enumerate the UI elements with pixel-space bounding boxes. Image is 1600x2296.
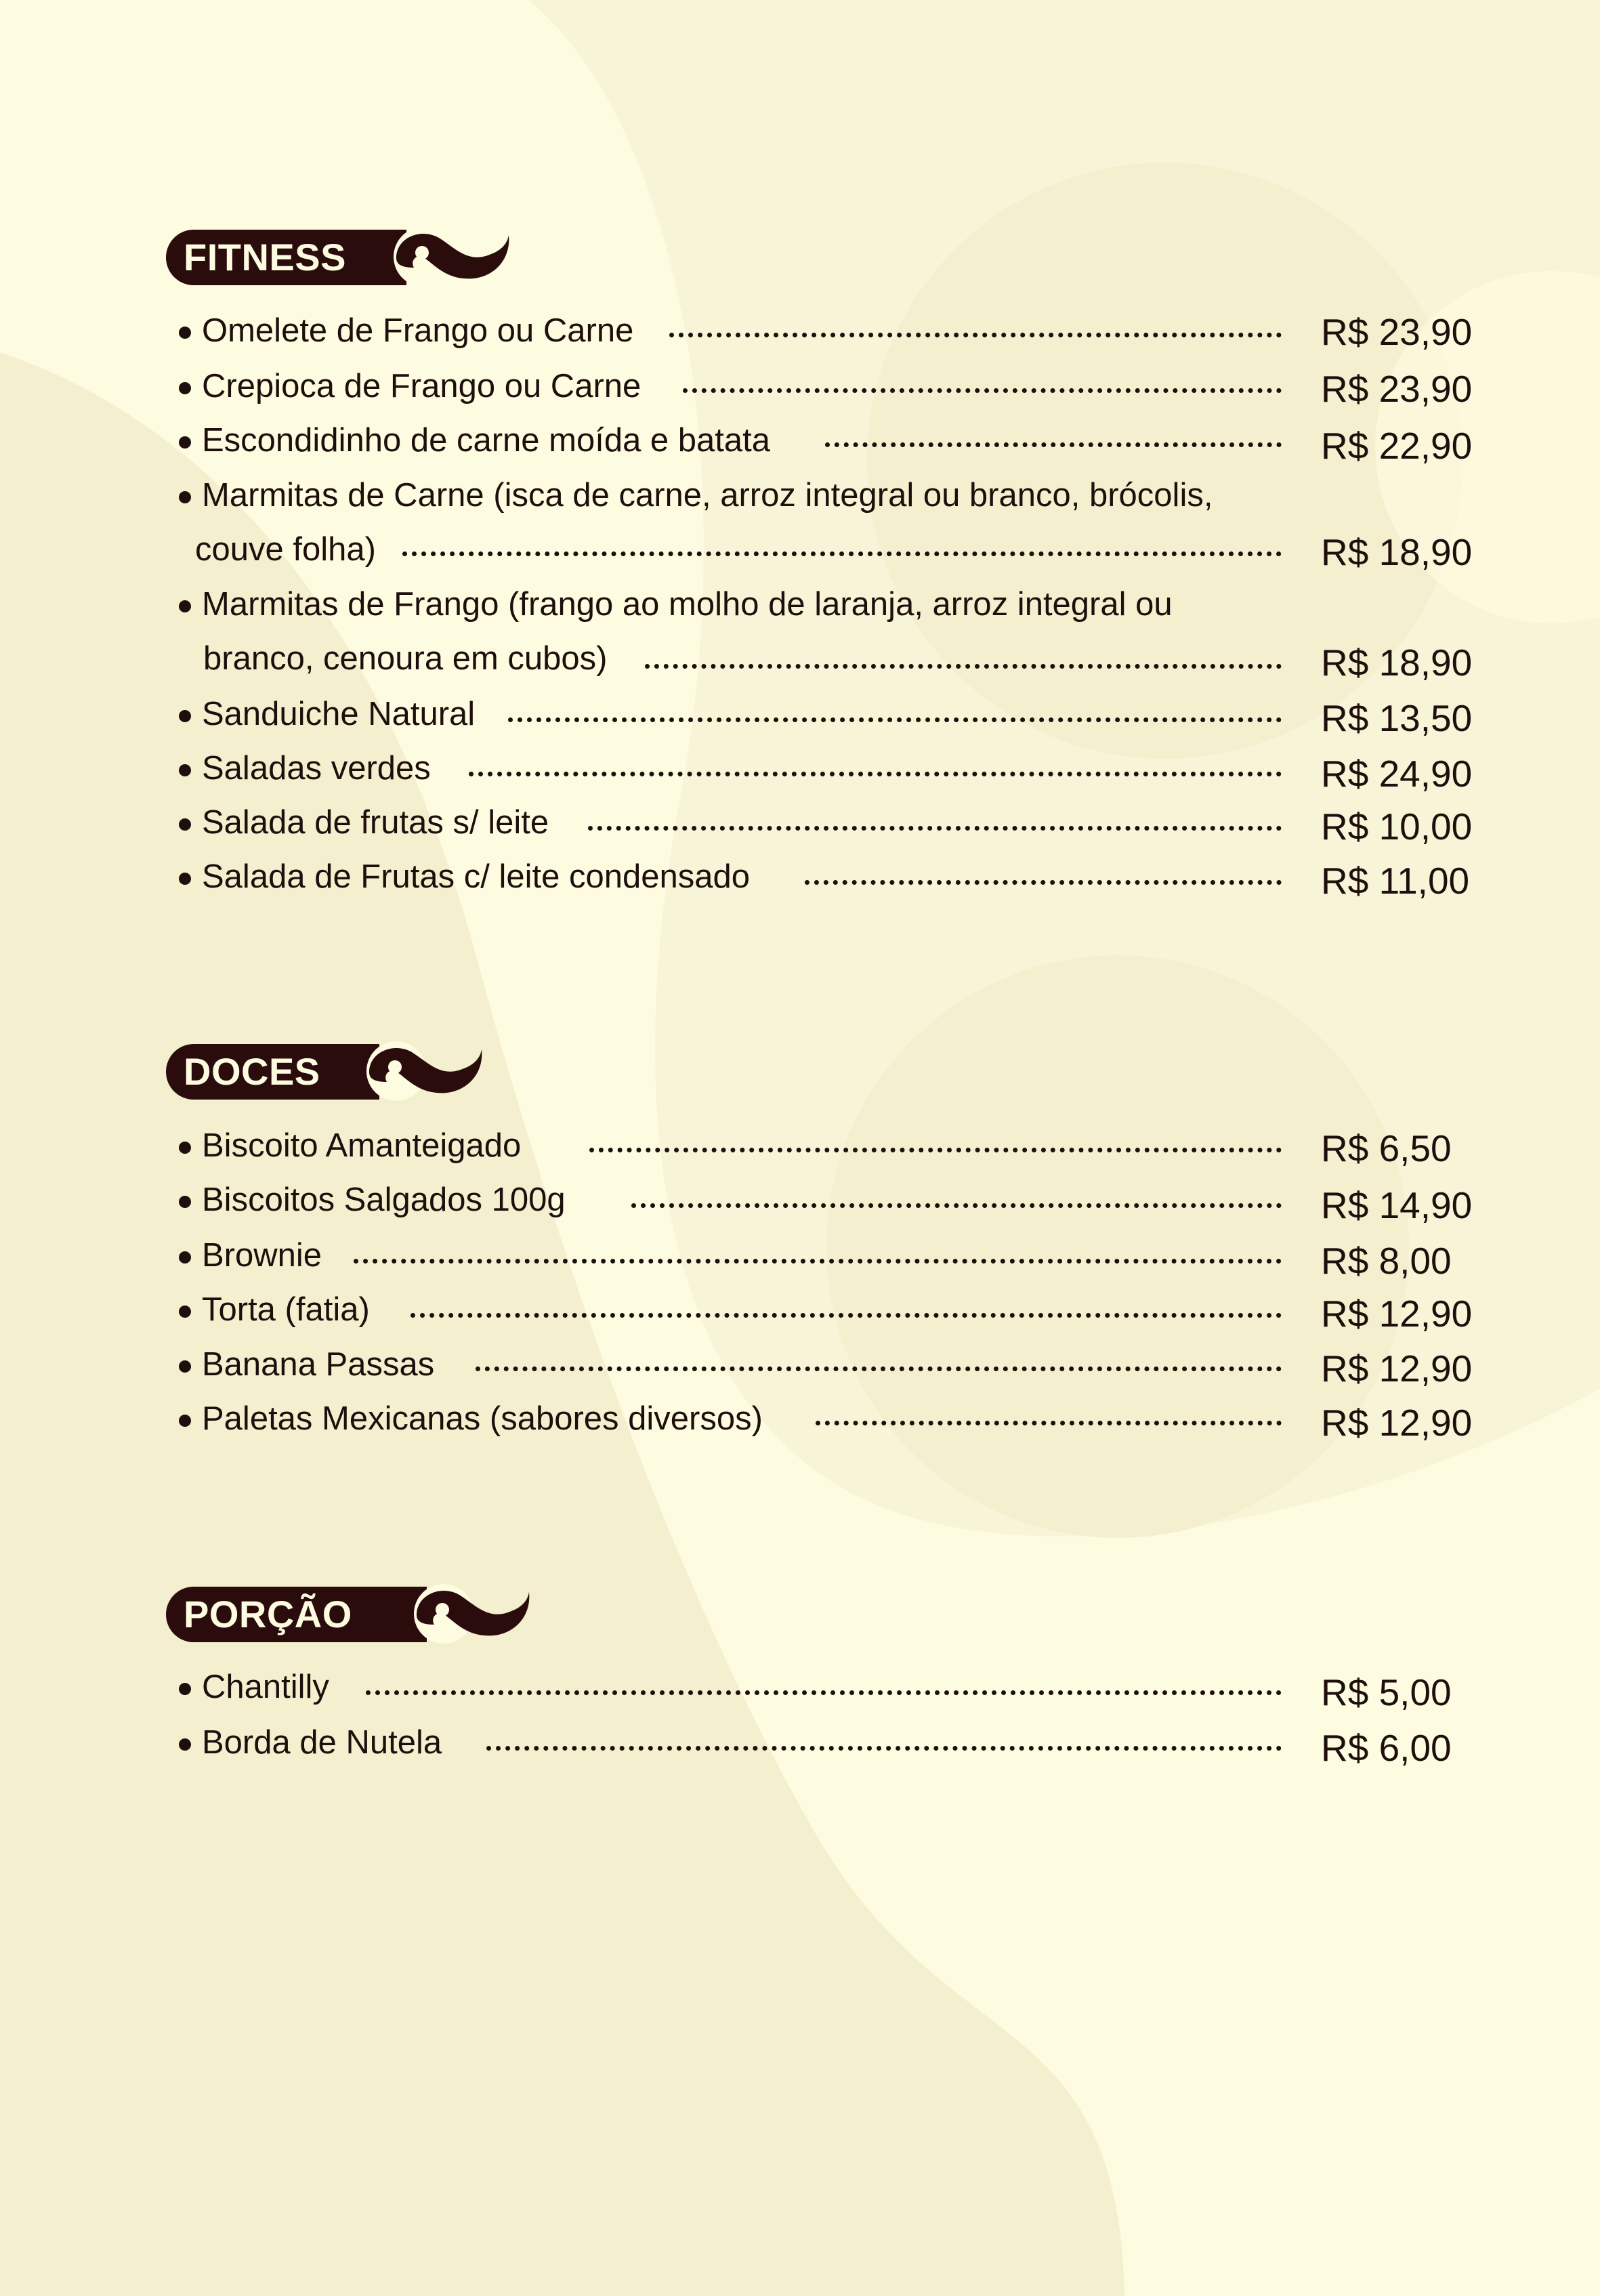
dotted-leader [669,333,1282,337]
section-title-doces: DOCES [166,1044,379,1100]
item-name: Banana Passas [202,1346,435,1383]
item-name: Salada de frutas s/ leite [202,804,549,841]
section-header-doces [166,1044,518,1100]
item-name: Crepioca de Frango ou Carne [202,368,641,404]
item-price: R$ 23,90 [1321,368,1473,410]
item-name: Brownie [202,1237,322,1274]
section-header-porcao [166,1587,518,1642]
item-name-continued: branco, cenoura em cubos) [203,640,608,677]
bullet-icon [179,382,191,394]
dotted-leader [469,772,1282,776]
dotted-leader [476,1366,1282,1371]
bullet-icon [179,1360,191,1373]
item-name-continued: couve folha) [195,531,376,568]
item-price: R$ 10,00 [1321,806,1473,848]
bullet-icon [179,1683,191,1695]
bullet-icon [179,1415,191,1427]
item-name: Biscoito Amanteigado [202,1127,522,1164]
dotted-leader [402,551,1282,556]
dotted-leader [631,1203,1282,1208]
item-name: Paletas Mexicanas (sabores diversos) [202,1400,763,1437]
bullet-icon [179,710,191,722]
swirl-ornament-icon [403,1580,532,1648]
dotted-leader [508,717,1282,722]
bullet-icon [179,436,191,448]
item-price: R$ 13,50 [1321,697,1473,739]
item-price: R$ 11,00 [1321,860,1470,902]
section-header-fitness [166,230,518,285]
section-title-fitness: FITNESS [166,230,406,285]
dotted-leader [410,1313,1282,1318]
item-name: Omelete de Frango ou Carne [202,312,634,349]
section-title-porcao: PORÇÃO [166,1587,427,1642]
dotted-leader [683,388,1282,393]
bullet-icon [179,1738,191,1751]
item-name: Sanduiche Natural [202,696,476,732]
bullet-icon [179,764,191,776]
item-price: R$ 6,00 [1321,1727,1452,1769]
dotted-leader [645,664,1282,669]
item-price: R$ 22,90 [1321,425,1473,467]
bullet-icon [179,327,191,339]
item-name: Escondidinho de carne moída e batata [202,422,771,459]
item-price: R$ 6,50 [1321,1127,1452,1169]
item-name: Saladas verdes [202,750,431,787]
item-price: R$ 18,90 [1321,642,1473,684]
item-name: Marmitas de Frango (frango ao molho de laranja, arroz integral ou [202,586,1173,623]
item-price: R$ 12,90 [1321,1402,1473,1444]
dotted-leader [816,1421,1282,1425]
swirl-ornament-icon [383,223,511,291]
item-name: Borda de Nutela [202,1724,442,1761]
dotted-leader [366,1690,1282,1695]
item-price: R$ 12,90 [1321,1293,1473,1335]
item-name: Chantilly [202,1669,329,1705]
item-price: R$ 12,90 [1321,1348,1473,1390]
dotted-leader [588,826,1282,831]
bullet-icon [179,818,191,831]
item-name: Biscoitos Salgados 100g [202,1182,566,1218]
bullet-icon [179,873,191,885]
item-price: R$ 18,90 [1321,531,1473,573]
dotted-leader [825,442,1282,447]
item-name: Salada de Frutas c/ leite condensado [202,858,751,895]
dotted-leader [805,880,1282,885]
bullet-icon [179,1306,191,1318]
item-name: Marmitas de Carne (isca de carne, arroz integral ou branco, brócolis, [202,477,1213,514]
bullet-icon [179,491,191,503]
bullet-icon [179,600,191,612]
item-price: R$ 8,00 [1321,1240,1452,1282]
bullet-icon [179,1251,191,1264]
item-price: R$ 23,90 [1321,311,1473,353]
item-name: Torta (fatia) [202,1291,370,1328]
item-price: R$ 14,90 [1321,1184,1473,1226]
bullet-icon [179,1196,191,1208]
dotted-leader [354,1259,1282,1264]
item-price: R$ 5,00 [1321,1671,1452,1713]
dotted-leader [486,1746,1282,1751]
dotted-leader [589,1148,1282,1152]
swirl-ornament-icon [356,1037,484,1105]
bullet-icon [179,1142,191,1154]
item-price: R$ 24,90 [1321,753,1473,795]
